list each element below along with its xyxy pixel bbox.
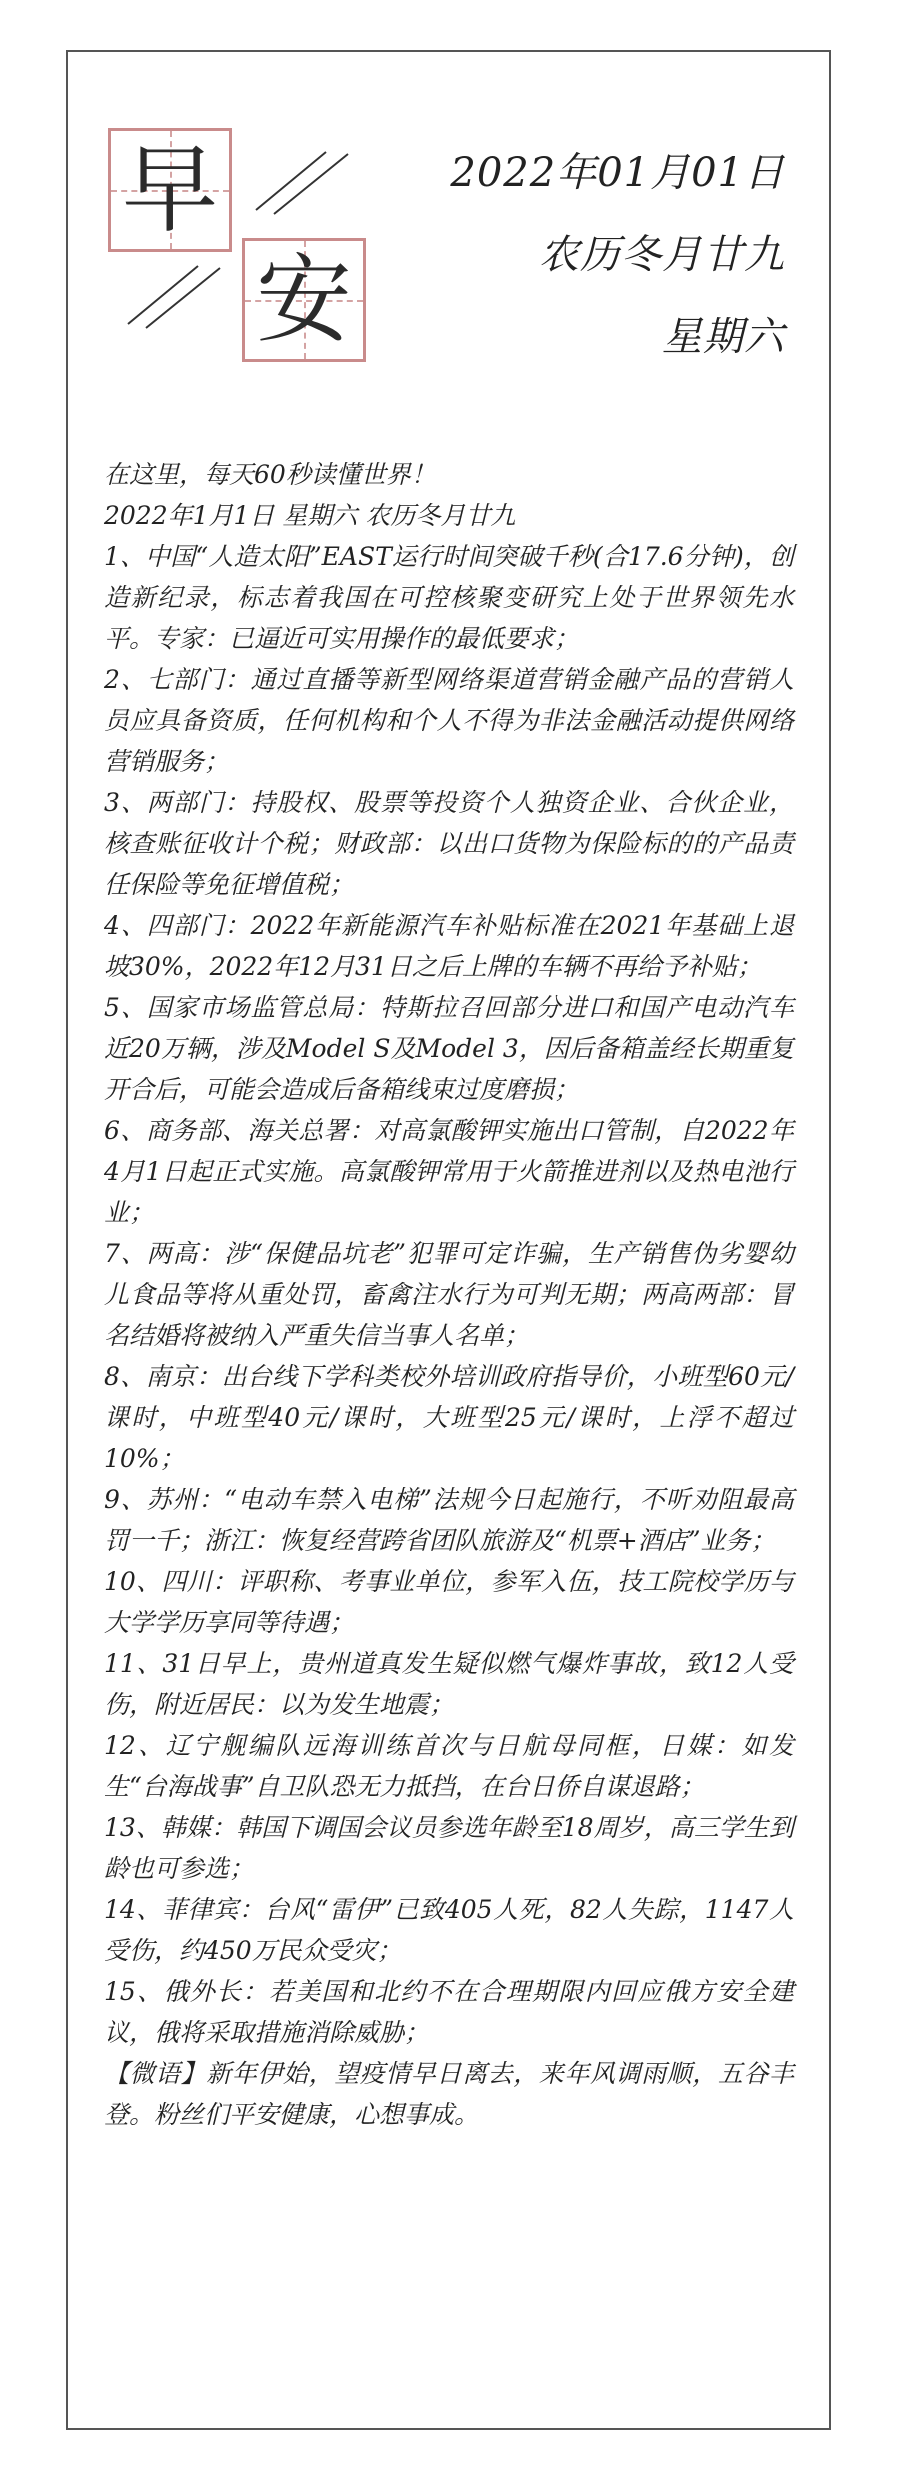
- news-item: 4、四部门：2022年新能源汽车补贴标准在2021年基础上退坡30%，2022年12月31日之后上牌的车辆不再给予补贴；: [104, 911, 794, 981]
- dateline: 2022年1月1日 星期六 农历冬月廿九: [104, 501, 516, 530]
- news-item: 11、31日早上，贵州道真发生疑似燃气爆炸事故，致12人受伤，附近居民：以为发生地震；: [104, 1649, 794, 1719]
- zao-character: 早: [122, 134, 218, 246]
- news-item: 1、中国“人造太阳”EAST运行时间突破千秒(合17.6分钟)，创造新纪录，标志着我国在可控核聚变研究上处于世界领先水平。专家：已逼近可实用操作的最低要求；: [104, 542, 794, 653]
- news-item: 15、俄外长：若美国和北约不在合理期限内回应俄方安全建议，俄将采取措施消除威胁；: [104, 1977, 794, 2047]
- news-item: 9、苏州：“电动车禁入电梯”法规今日起施行，不听劝阻最高罚一千；浙江：恢复经营跨省团队旅游及“机票+酒店”业务；: [104, 1485, 794, 1555]
- intro-line: 在这里，每天60秒读懂世界！: [104, 460, 436, 489]
- news-item: 6、商务部、海关总署：对高氯酸钾实施出口管制，自2022年4月1日起正式实施。高氯酸钾常用于火箭推进剂以及热电池行业；: [104, 1116, 794, 1227]
- news-item: 2、七部门：通过直播等新型网络渠道营销金融产品的营销人员应具备资质，任何机构和个人不得为非法金融活动提供网络营销服务；: [104, 665, 794, 776]
- an-character: 安: [256, 244, 352, 356]
- news-item: 3、两部门：持股权、股票等投资个人独资企业、合伙企业，核查账征收计个税；财政部：以出口货物为保险标的的产品责任保险等免征增值税；: [104, 788, 794, 899]
- news-item: 5、国家市场监管总局：特斯拉召回部分进口和国产电动汽车近20万辆，涉及Model S及Model 3，因后备箱盖经长期重复开合后，可能会造成后备箱线束过度磨损；: [104, 993, 794, 1104]
- news-item: 14、菲律宾：台风“雷伊”已致405人死，82人失踪，1147人受伤，约450万民众受灾；: [104, 1895, 794, 1965]
- weiyu-note: 【微语】新年伊始，望疫情早日离去，来年风调雨顺，五谷丰登。粉丝们平安健康，心想事成。: [104, 2059, 794, 2129]
- news-item: 10、四川：评职称、考事业单位，参军入伍，技工院校学历与大学学历享同等待遇；: [104, 1567, 794, 1637]
- news-item: 12、辽宁舰编队远海训练首次与日航母同框，日媒：如发生“台海战事”自卫队恐无力抵挡，在台日侨自谋退路；: [104, 1731, 794, 1801]
- card-frame: [66, 50, 831, 2430]
- lunar-date: 农历冬月廿九: [539, 232, 785, 278]
- news-item: 13、韩媒：韩国下调国会议员参选年龄至18周岁，高三学生到龄也可参选；: [104, 1813, 794, 1883]
- news-item: 7、两高：涉“保健品坑老”犯罪可定诈骗，生产销售伪劣婴幼儿食品等将从重处罚，畜禽注水行为可判无期；两高两部：冒名结婚将被纳入严重失信当事人名单；: [104, 1239, 794, 1350]
- decorative-slashes: [68, 52, 398, 392]
- date-block: [450, 132, 785, 378]
- gregorian-date: 2022年01月01日: [450, 150, 785, 196]
- weekday: 星期六: [662, 314, 785, 360]
- news-item: 8、南京：出台线下学科类校外培训政府指导价，小班型60元/课时，中班型40元/课时，大班型25元/课时，上浮不超过10%；: [104, 1362, 794, 1473]
- news-content: [104, 454, 794, 2135]
